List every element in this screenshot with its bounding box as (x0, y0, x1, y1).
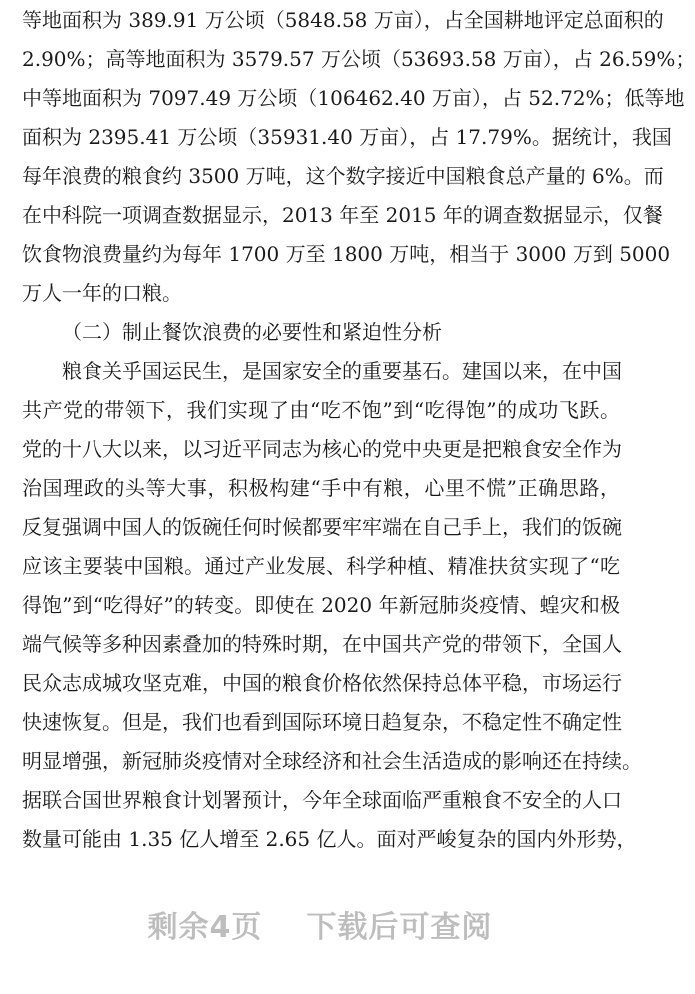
text-line: 数量可能由 1.35 亿人增至 2.65 亿人。面对严峻复杂的国内外形势， (22, 827, 637, 851)
text-line: 每年浪费的粮食约 3500 万吨，这个数字接近中国粮食总产量的 6%。而 (22, 164, 664, 188)
remaining-pages-label: 剩余4页 (147, 910, 263, 945)
text-line: 党的十八大以来，以习近平同志为核心的党中央更是把粮食安全作为 (22, 437, 622, 461)
text-line: 端气候等多种因素叠加的特殊时期，在中国共产党的带领下，全国人 (22, 632, 622, 656)
text-line: 中等地面积为 7097.49 万公顷（106462.40 万亩），占 52.72%；低等地 (22, 86, 685, 110)
text-line: 反复强调中国人的饭碗任何时候都要牢牢端在自己手上，我们的饭碗 (22, 515, 622, 539)
text-line: 共产党的带领下，我们实现了由“吃不饱”到“吃得饱”的成功飞跃。 (22, 398, 620, 422)
text-line: 得饱”到“吃得好”的转变。即使在 2020 年新冠肺炎疫情、蝗灾和极 (22, 593, 620, 617)
text-line: 万人一年的口粮。 (22, 281, 182, 305)
download-to-view-label: 下载后可查阅 (306, 910, 493, 945)
text-line: 明显增强，新冠肺炎疫情对全球经济和社会生活造成的影响还在持续。 (22, 749, 642, 773)
text-line: 快速恢复。但是，我们也看到国际环境日趋复杂，不稳定性不确定性 (22, 710, 622, 734)
text-line: 治国理政的头等大事，积极构建“手中有粮，心里不慌”正确思路， (22, 476, 620, 500)
download-banner[interactable] (0, 906, 640, 950)
text-line: 2.90%；高等地面积为 3579.57 万公顷（53693.58 万亩），占 26.59%； (22, 47, 695, 71)
text-line: 应该主要装中国粮。通过产业发展、科学种植、精准扶贫实现了“吃 (22, 554, 620, 578)
text-line: 粮食关乎国运民生，是国家安全的重要基石。建国以来，在中国 (62, 359, 622, 383)
text-line: 饮食物浪费量约为每年 1700 万至 1800 万吨，相当于 3000 万到 5000 (22, 242, 671, 266)
section-heading: （二）制止餐饮浪费的必要性和紧迫性分析 (62, 320, 442, 344)
text-line: 民众志成城攻坚克难，中国的粮食价格依然保持总体平稳，市场运行 (22, 671, 622, 695)
text-line: 等地面积为 389.91 万公顷（5848.58 万亩），占全国耕地评定总面积的 (22, 8, 664, 32)
text-line: 面积为 2395.41 万公顷（35931.40 万亩），占 17.79%。据统计，我国 (22, 125, 672, 149)
text-line: 据联合国世界粮食计划署预计，今年全球面临严重粮食不安全的人口 (22, 788, 622, 812)
text-line: 在中科院一项调查数据显示，2013 年至 2015 年的调查数据显示，仅餐 (22, 203, 663, 227)
